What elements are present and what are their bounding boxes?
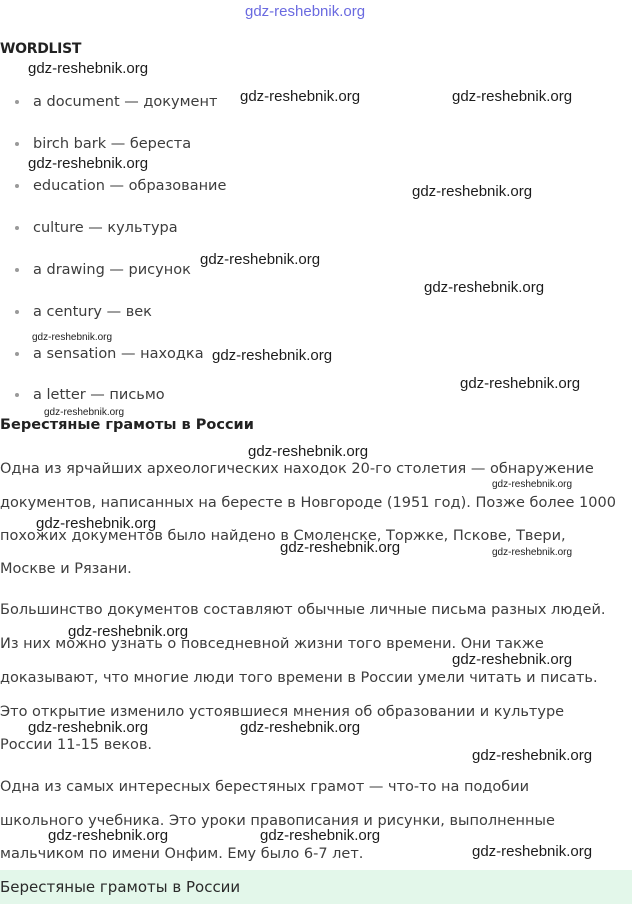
watermark: gdz-reshebnik.org (472, 747, 593, 764)
watermark: gdz-reshebnik.org (212, 347, 333, 364)
article-heading: Берестяные грамоты в России (0, 417, 254, 433)
article-line: Большинство документов составляют обычные личные письма разных людей. (0, 602, 606, 618)
watermark: gdz-reshebnik.org (424, 279, 545, 296)
watermark: gdz-reshebnik.org (245, 3, 366, 20)
article-line: Одна из самых интересных берестяных грамот — что-то на подобии (0, 779, 530, 795)
bullet-dot-icon (15, 142, 19, 146)
article-line: Из них можно узнать о повседневной жизни того времени. Они также (0, 636, 544, 652)
article-line: Это открытие изменило устоявшиеся мнения об образовании и культуре (0, 704, 565, 720)
article-line: России 11-15 веков. (0, 737, 153, 753)
watermark: gdz-reshebnik.org (200, 251, 321, 268)
bullet-dot-icon (15, 184, 19, 188)
watermark: gdz-reshebnik.org (32, 332, 113, 343)
bullet-dot-icon (15, 393, 19, 397)
bullet-dot-icon (15, 268, 19, 272)
watermark: gdz-reshebnik.org (68, 623, 189, 640)
footer-label: Берестяные грамоты в России (0, 878, 241, 896)
watermark: gdz-reshebnik.org (28, 60, 149, 77)
watermark: gdz-reshebnik.org (460, 375, 581, 392)
footer-bar[interactable] (0, 870, 632, 904)
watermark: gdz-reshebnik.org (44, 407, 125, 418)
watermark: gdz-reshebnik.org (240, 719, 361, 736)
watermark: gdz-reshebnik.org (260, 827, 381, 844)
bullet-dot-icon (15, 352, 19, 356)
watermark: gdz-reshebnik.org (36, 515, 157, 532)
article-line: доказывают, что многие люди того времени в России умели читать и писать. (0, 670, 598, 686)
watermark: gdz-reshebnik.org (472, 843, 593, 860)
watermark: gdz-reshebnik.org (248, 443, 369, 460)
article-line: Москве и Рязани. (0, 561, 132, 577)
watermark: gdz-reshebnik.org (452, 88, 573, 105)
wordlist-item-text: a document — документ (33, 94, 218, 110)
watermark: gdz-reshebnik.org (28, 719, 149, 736)
article-line: похожих документов было найдено в Смоленске, Торжке, Пскове, Твери, (0, 528, 566, 544)
wordlist-item-text: a letter — письмо (33, 387, 165, 403)
bullet-dot-icon (15, 100, 19, 104)
wordlist-item-text: a century — век (33, 304, 152, 320)
watermark: gdz-reshebnik.org (412, 183, 533, 200)
bullet-dot-icon (15, 226, 19, 230)
watermark: gdz-reshebnik.org (452, 651, 573, 668)
wordlist-item-text: a drawing — рисунок (33, 262, 191, 278)
article-line: Одна из ярчайших археологических находок 20-го столетия — обнаружение (0, 461, 594, 477)
wordlist-title: WORDLIST (0, 41, 82, 57)
watermark: gdz-reshebnik.org (492, 547, 573, 558)
bullet-dot-icon (15, 310, 19, 314)
wordlist-item-text: culture — культура (33, 220, 178, 236)
watermark: gdz-reshebnik.org (28, 155, 149, 172)
watermark: gdz-reshebnik.org (280, 539, 401, 556)
wordlist-item-text: education — образование (33, 178, 227, 194)
watermark: gdz-reshebnik.org (240, 88, 361, 105)
article-line: документов, написанных на бересте в Новгороде (1951 год). Позже более 1000 (0, 495, 616, 511)
watermark: gdz-reshebnik.org (492, 479, 573, 490)
wordlist-item-text: a sensation — находка (33, 346, 204, 362)
article-line: школьного учебника. Это уроки правописания и рисунки, выполненные (0, 813, 555, 829)
watermark: gdz-reshebnik.org (48, 827, 169, 844)
wordlist-item-text: birch bark — береста (33, 136, 192, 152)
article-line: мальчиком по имени Онфим. Ему было 6-7 лет. (0, 846, 364, 862)
